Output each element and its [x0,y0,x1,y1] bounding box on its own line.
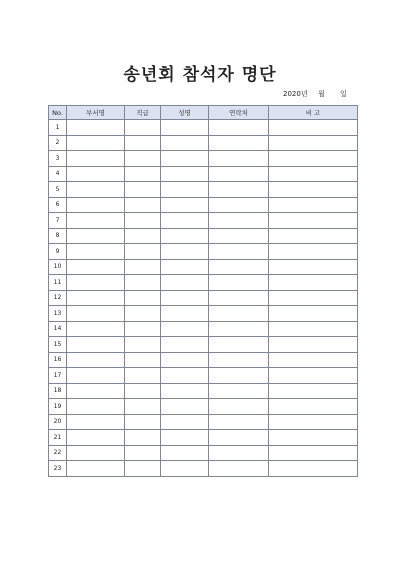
cell-department [67,306,125,322]
table-row [49,120,358,136]
row-number: 22 [49,445,67,461]
cell-name [161,197,209,213]
cell-contact [209,461,269,477]
cell-contact [209,368,269,384]
table-row [49,352,358,368]
date-month: 월 [318,90,325,98]
cell-contact [209,445,269,461]
cell-name [161,182,209,198]
cell-position [125,244,161,260]
cell-position [125,259,161,275]
table-row [49,368,358,384]
cell-position [125,321,161,337]
cell-remarks [269,368,358,384]
cell-contact [209,182,269,198]
cell-contact [209,321,269,337]
cell-remarks [269,414,358,430]
column-header-remarks: 비 고 [269,106,358,120]
cell-position [125,352,161,368]
cell-name [161,337,209,353]
cell-position [125,228,161,244]
cell-name [161,120,209,136]
cell-department [67,120,125,136]
row-number: 23 [49,461,67,477]
cell-department [67,321,125,337]
date-day: 일 [340,90,347,98]
cell-remarks [269,321,358,337]
column-header-no: No. [49,106,67,120]
table-row [49,182,358,198]
row-number: 3 [49,151,67,167]
cell-department [67,383,125,399]
cell-remarks [269,166,358,182]
row-number: 6 [49,197,67,213]
cell-department [67,228,125,244]
cell-department [67,430,125,446]
cell-name [161,368,209,384]
cell-name [161,399,209,415]
cell-department [67,275,125,291]
cell-department [67,182,125,198]
cell-contact [209,166,269,182]
cell-position [125,166,161,182]
cell-name [161,414,209,430]
cell-remarks [269,275,358,291]
cell-department [67,414,125,430]
cell-remarks [269,244,358,260]
cell-position [125,430,161,446]
cell-department [67,445,125,461]
cell-remarks [269,445,358,461]
cell-contact [209,352,269,368]
cell-name [161,151,209,167]
table-row [49,461,358,477]
table-row [49,259,358,275]
cell-department [67,259,125,275]
table-row [49,151,358,167]
cell-position [125,182,161,198]
row-number: 18 [49,383,67,399]
cell-department [67,461,125,477]
cell-remarks [269,213,358,229]
cell-remarks [269,399,358,415]
cell-department [67,197,125,213]
cell-remarks [269,461,358,477]
table-row [49,290,358,306]
row-number: 21 [49,430,67,446]
cell-name [161,213,209,229]
cell-name [161,228,209,244]
cell-position [125,337,161,353]
column-header-position: 직급 [125,106,161,120]
table-row [49,275,358,291]
cell-contact [209,430,269,446]
cell-position [125,399,161,415]
cell-remarks [269,135,358,151]
table-row [49,213,358,229]
cell-name [161,461,209,477]
table-row [49,399,358,415]
cell-name [161,383,209,399]
cell-remarks [269,352,358,368]
table-row [49,306,358,322]
cell-position [125,445,161,461]
cell-department [67,290,125,306]
row-number: 16 [49,352,67,368]
cell-name [161,275,209,291]
table-header-row [49,106,358,120]
table-row [49,321,358,337]
row-number: 17 [49,368,67,384]
cell-position [125,135,161,151]
row-number: 15 [49,337,67,353]
table-row [49,135,358,151]
table-row [49,228,358,244]
cell-department [67,352,125,368]
cell-position [125,414,161,430]
cell-position [125,213,161,229]
cell-contact [209,383,269,399]
cell-department [67,244,125,260]
table-row [49,166,358,182]
row-number: 12 [49,290,67,306]
cell-contact [209,399,269,415]
cell-remarks [269,182,358,198]
cell-contact [209,213,269,229]
cell-contact [209,275,269,291]
cell-contact [209,228,269,244]
row-number: 10 [49,259,67,275]
cell-name [161,259,209,275]
row-number: 20 [49,414,67,430]
cell-department [67,151,125,167]
cell-name [161,445,209,461]
row-number: 9 [49,244,67,260]
cell-department [67,368,125,384]
cell-department [67,399,125,415]
cell-position [125,461,161,477]
cell-remarks [269,120,358,136]
row-number: 14 [49,321,67,337]
cell-contact [209,120,269,136]
row-number: 4 [49,166,67,182]
cell-contact [209,244,269,260]
document-title: 송년회 참석자 명단 [123,65,277,85]
cell-contact [209,197,269,213]
cell-position [125,383,161,399]
row-number: 19 [49,399,67,415]
table-row [49,430,358,446]
cell-position [125,197,161,213]
date-line [0,89,400,101]
cell-name [161,321,209,337]
cell-contact [209,151,269,167]
cell-name [161,430,209,446]
row-number: 7 [49,213,67,229]
cell-name [161,352,209,368]
cell-remarks [269,197,358,213]
cell-department [67,337,125,353]
cell-position [125,151,161,167]
column-header-name: 성명 [161,106,209,120]
cell-position [125,275,161,291]
cell-position [125,290,161,306]
cell-contact [209,135,269,151]
cell-contact [209,290,269,306]
column-header-department: 부서명 [67,106,125,120]
table-row [49,197,358,213]
date-year: 2020년 [283,90,308,98]
cell-remarks [269,306,358,322]
row-number: 2 [49,135,67,151]
cell-position [125,368,161,384]
cell-name [161,306,209,322]
cell-contact [209,259,269,275]
cell-department [67,135,125,151]
table-row [49,383,358,399]
cell-remarks [269,430,358,446]
cell-remarks [269,383,358,399]
table-body [49,120,358,477]
cell-department [67,213,125,229]
cell-position [125,306,161,322]
cell-name [161,290,209,306]
table-row [49,244,358,260]
attendee-table [48,105,358,477]
cell-contact [209,306,269,322]
cell-remarks [269,259,358,275]
cell-remarks [269,337,358,353]
table-row [49,445,358,461]
column-header-contact: 연락처 [209,106,269,120]
cell-name [161,166,209,182]
row-number: 13 [49,306,67,322]
table-row [49,337,358,353]
row-number: 5 [49,182,67,198]
cell-position [125,120,161,136]
cell-remarks [269,290,358,306]
cell-name [161,244,209,260]
cell-contact [209,337,269,353]
row-number: 11 [49,275,67,291]
cell-contact [209,414,269,430]
cell-remarks [269,228,358,244]
row-number: 1 [49,120,67,136]
cell-name [161,135,209,151]
table-row [49,414,358,430]
cell-department [67,166,125,182]
row-number: 8 [49,228,67,244]
cell-remarks [269,151,358,167]
